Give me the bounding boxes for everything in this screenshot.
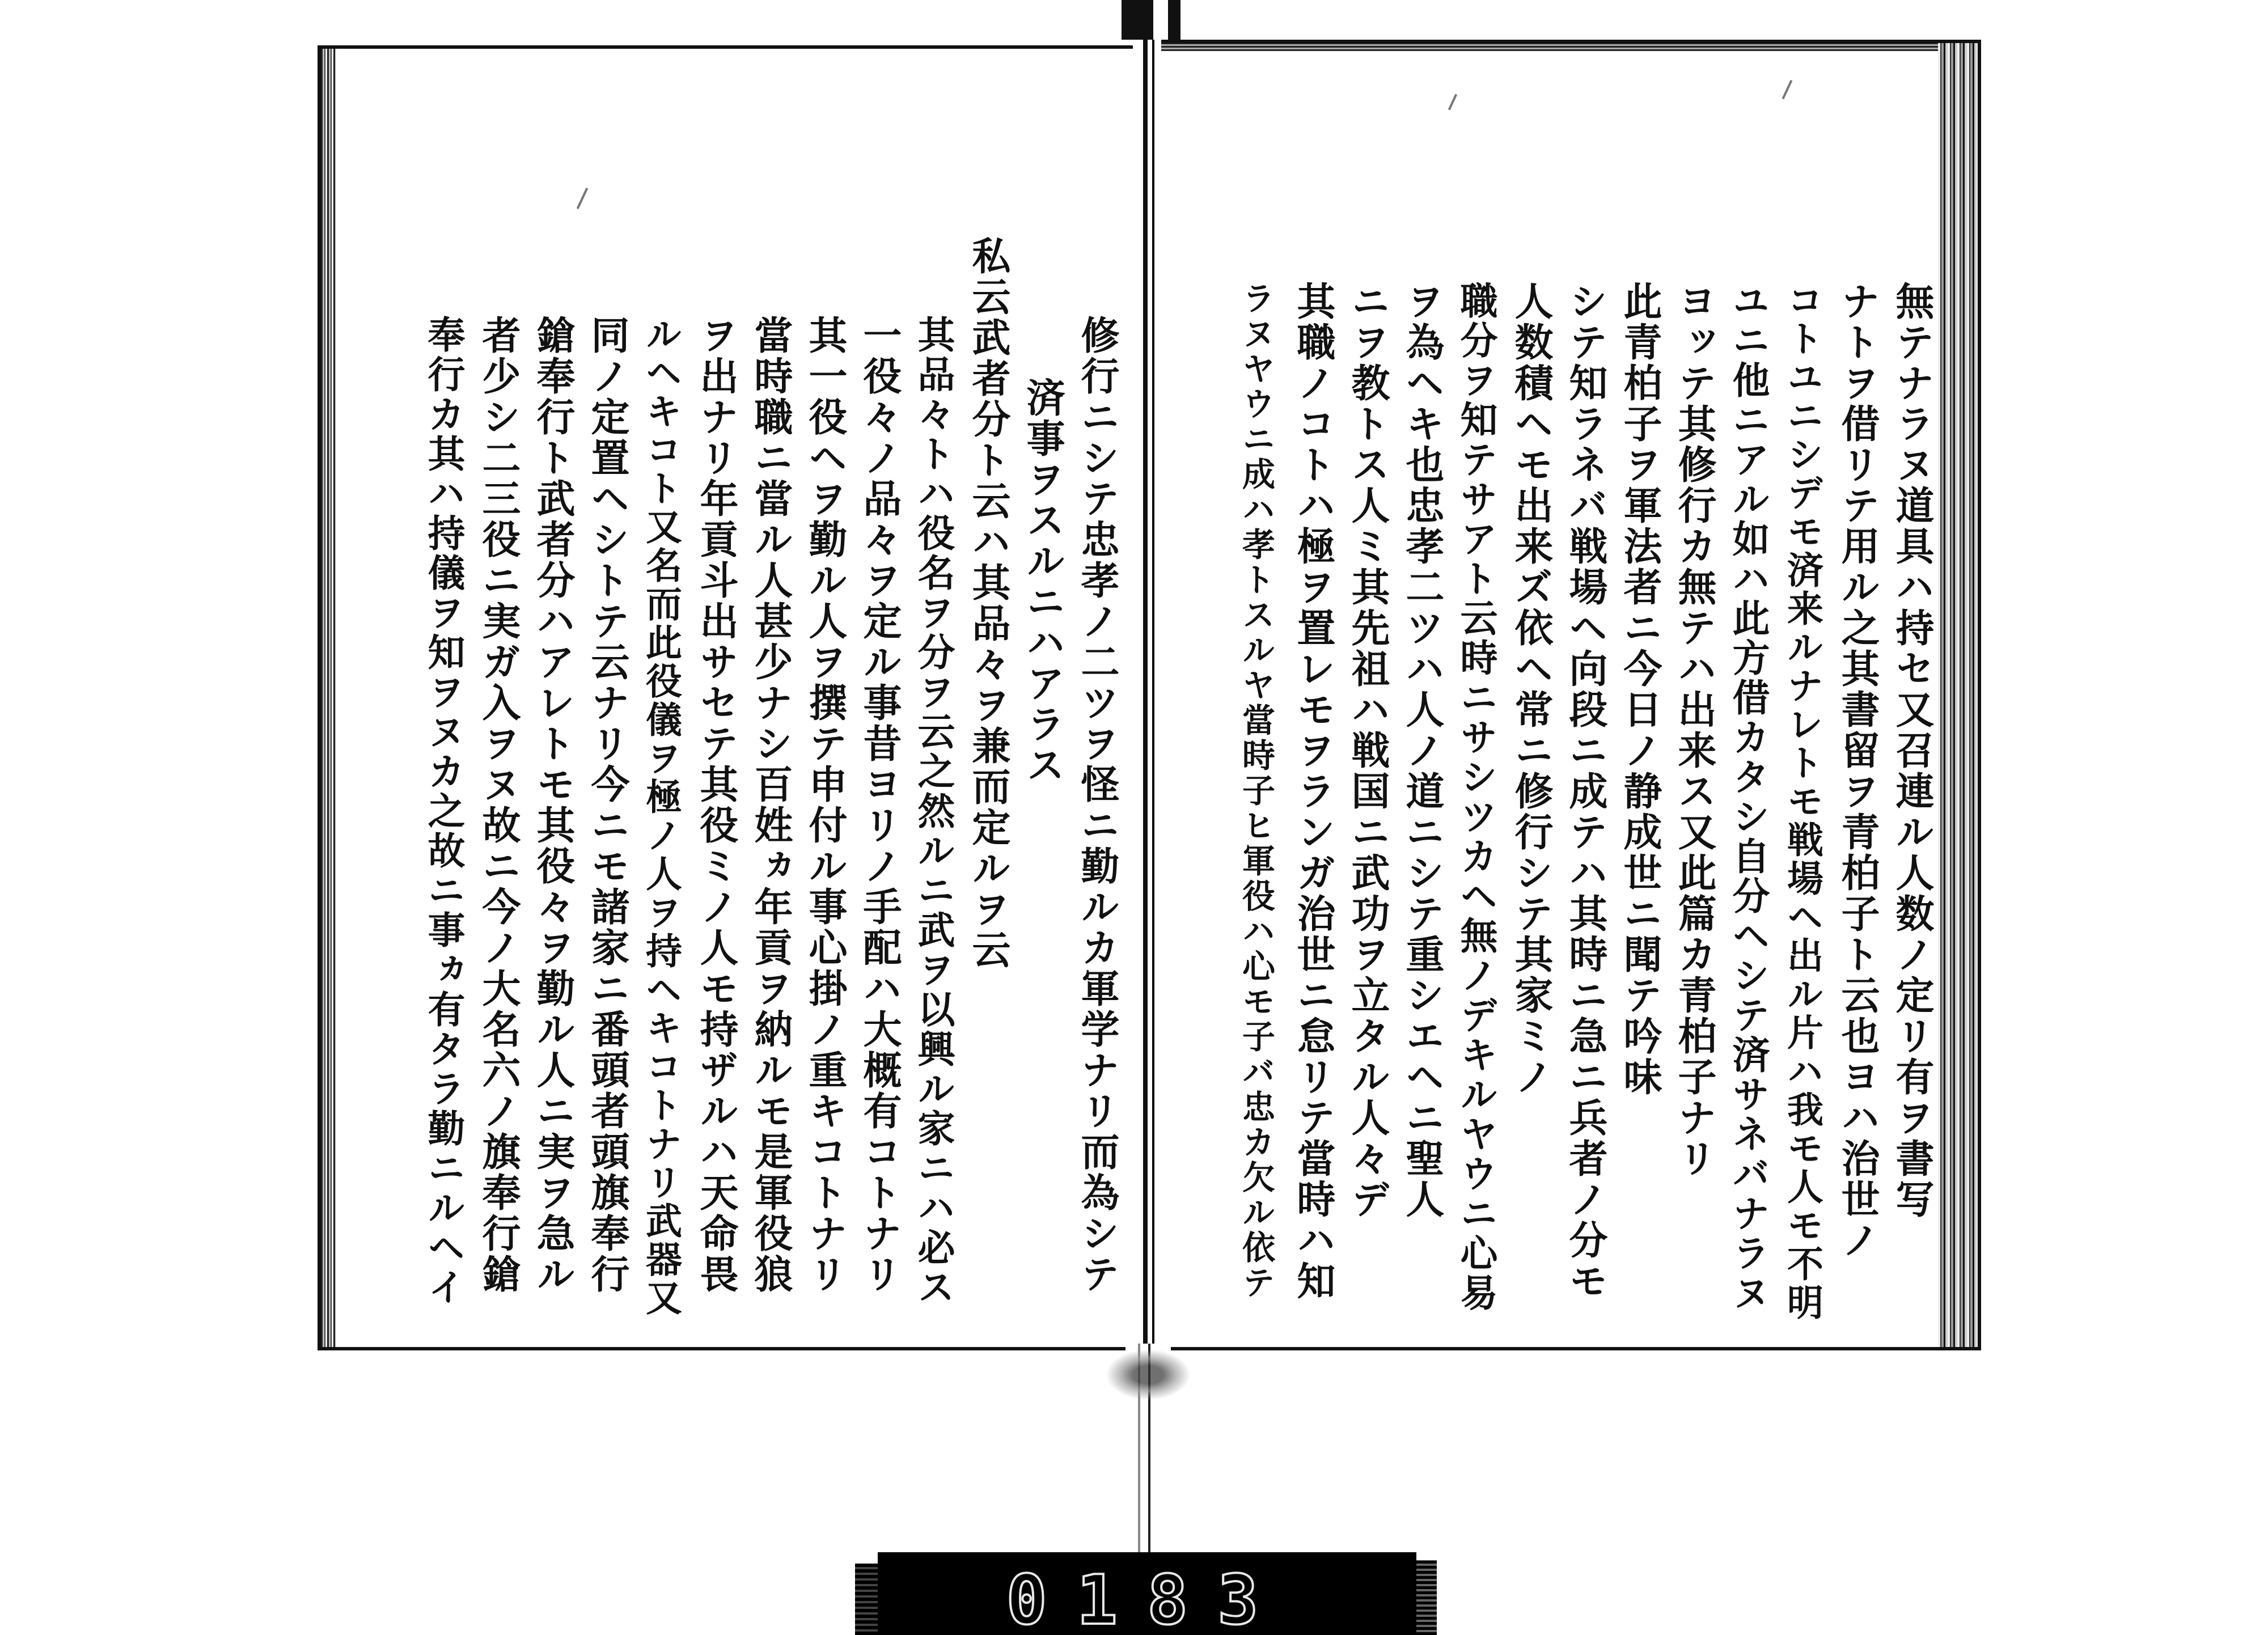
right-page-edge — [1938, 43, 1978, 1347]
text-column: ヲ出ナリ年貢斗出サセテ其役ミノ人モ持ザルハ天命畏 — [693, 315, 739, 1295]
text-column: 當時職ニ當ル人甚少ナシ百姓ヵ年貢ヲ納ルモ是軍役狼 — [748, 315, 793, 1295]
text-column: 修行ニシテ忠孝ノ二ツヲ怪ニ勤ルカ軍学ナリ而為シテ — [1074, 315, 1120, 1295]
binding-blot — [1106, 1349, 1191, 1400]
spine-top-mark — [1106, 0, 1196, 40]
text-column: 其品々トハ役名ヲ分ヲ云之然ルニ武ヲ以興ル家ニハ必ス — [911, 315, 955, 1307]
folio-number: 0183 — [1006, 1561, 1288, 1635]
text-column: ヲ為ヘキ也忠孝二ツハ人ノ道ニシテ重シエヘニ聖人 — [1399, 281, 1445, 1220]
text-column: ナトヲ借リテ用ル之其書留ヲ青柏子ト云也ヨハ治世ノ — [1835, 281, 1880, 1261]
text-column: 私云武者分ト云ハ其品々ヲ兼而定ルヲ云 — [966, 236, 1011, 971]
text-column: 鎗奉行ト武者分ハアレトモ其役々ヲ勤ル人ニ実ヲ急ル — [530, 315, 576, 1295]
text-column: 者少シ二三役ニ実ガ入ヲヌ故ニ今ノ大名六ノ旗奉行鎗 — [476, 315, 521, 1295]
text-column: コトユニシデモ済来ルナレトモ戦場ヘ出ル片ハ我モ人モ不明 — [1781, 281, 1823, 1322]
book-gutter — [1133, 40, 1162, 1344]
text-column: ユニ他ニアル如ハ此方借カタシ自分ヘシテ済サネバナラヌ — [1726, 281, 1770, 1313]
text-column: 一役々ノ品々ヲ定ル事昔ヨリノ手配ハ大概有コトナリ — [857, 315, 902, 1295]
text-column: 済事ヲスルニハアラス — [1020, 378, 1065, 786]
right-page — [1161, 40, 1981, 1350]
text-column: ニヲ教トス人ミ其先祖ハ戦国ニ武功ヲ立タル人々デ — [1345, 281, 1390, 1220]
text-column: 職分ヲ知テサアト云時ニサシツカヘ無ノデキルヤウニ心易 — [1454, 281, 1498, 1313]
right-page-top-edge — [1161, 43, 1978, 51]
text-column: ルヘキコト又名而此役儀ヲ極ノ人ヲ持ヘキコトナリ武器又 — [640, 315, 682, 1318]
left-page — [318, 45, 1137, 1350]
text-column: ヨッテ其修行カ無テハ出来ス又此篇カ青柏子ナリ — [1672, 281, 1717, 1179]
text-column: 人数積ヘモ出来ズ依ヘ常ニ修行シテ其家ミノ — [1508, 281, 1554, 1098]
text-column: 其職ノコトハ極ヲ置レモヲランガ治世ニ怠リテ當時ハ知 — [1290, 281, 1336, 1302]
text-column: 此青柏子ヲ軍法者ニ今日ノ静成世ニ聞テ吟味 — [1617, 281, 1662, 1098]
text-column: 無テナラヌ道具ハ持セ又召連ル人数ノ定リ有ヲ書写 — [1889, 281, 1935, 1220]
text-column: ラヌヤウニ成ハ孝トスルヤ當時子ヒ軍役ハ心モ子バ忠カ欠ル依テ — [1237, 281, 1275, 1301]
text-column: 其一役ヘヲ勤ル人ヲ撰テ申付ル事心掛ノ重キコトナリ — [802, 315, 848, 1295]
left-page-edge — [321, 49, 336, 1347]
text-column: 奉行カ其ハ持儀ヲ知ヲヌカ之故ニ事ヵ有タラ勤ニルヘイ — [421, 315, 466, 1307]
text-column: 同ノ定置ヘシトテ云ナリ今ニモ諸家ニ番頭者頭旗奉行 — [585, 315, 630, 1295]
folio-plate — [878, 1552, 1416, 1635]
text-column: シテ知ラネバ戦場ヘ向段ニ成テハ其時ニ急ニ兵者ノ分モ — [1563, 281, 1608, 1302]
